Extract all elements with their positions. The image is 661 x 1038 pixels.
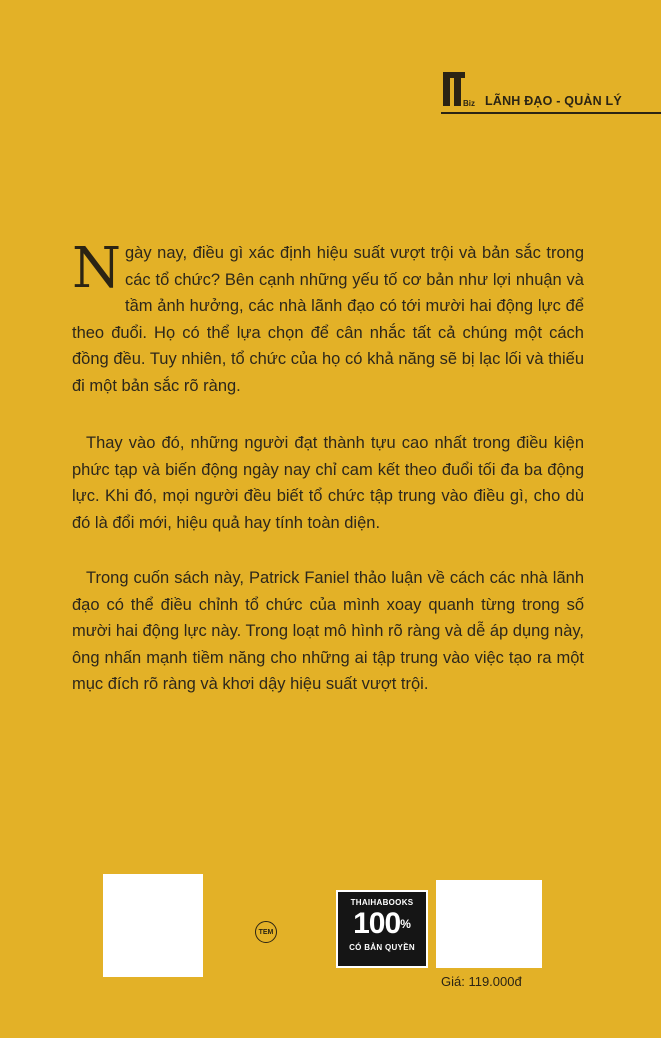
badge-publisher: THAIHABOOKS (350, 898, 414, 907)
stamp-mark: TEM (255, 921, 277, 943)
price-label: Giá: 119.000đ (441, 974, 522, 989)
blurb-paragraph-1 (72, 236, 584, 400)
header-divider (441, 112, 661, 114)
blurb-paragraph-3: Trong cuốn sách này, Patrick Faniel thảo luận về cách các nhà lãnh đạo có thể điều chỉnh tổ chức của mình xoay quanh từng trong số mười hai động lực này. Trong loạt mô hình rõ ràng và dễ áp dụng này, ông nhấn mạnh tiềm năng cho những ai tập trung vào việc tạo ra một mục đích rõ ràng và khơi dậy hiệu suất vượt trội. (72, 569, 585, 694)
blurb-paragraph-2: Thay vào đó, những người đạt thành tựu cao nhất trong điều kiện phức tạp và biến động ngày nay chỉ cam kết theo đuổi tối đa ba động lực. Khi đó, mọi người đều biết tổ chức tập trung vào điều gì, cho dù đó là đổi mới, hiệu quả hay tính toàn diện. (72, 434, 584, 532)
publisher-logo-icon (441, 68, 477, 110)
barcode-placeholder-left (103, 874, 203, 977)
series-label: LÃNH ĐẠO - QUẢN LÝ (485, 94, 622, 108)
paragraph-1-text: gày nay, điều gì xác định hiệu suất vượt trội và bản sắc trong các tổ chức? Bên cạnh những yếu tố cơ bản như lợi nhuận và tầm ảnh hưởng, các nhà lãnh đạo có tới mười hai động lực để theo đuổi. Họ có thể lựa chọn để cân nhắc tất cả chúng một cách đồng đều. Tuy nhiên, tổ chức của họ có khả năng sẽ bị lạc lối và thiếu đi một bản sắc rõ ràng. (72, 244, 584, 395)
barcode-placeholder-right (436, 880, 542, 968)
drop-cap: N (72, 236, 121, 301)
badge-caption: CÓ BẢN QUYỀN (349, 943, 415, 952)
svg-text:Biz: Biz (463, 99, 475, 108)
copyright-badge (336, 890, 428, 968)
badge-number: 100% (353, 907, 411, 940)
series-header (441, 68, 661, 114)
